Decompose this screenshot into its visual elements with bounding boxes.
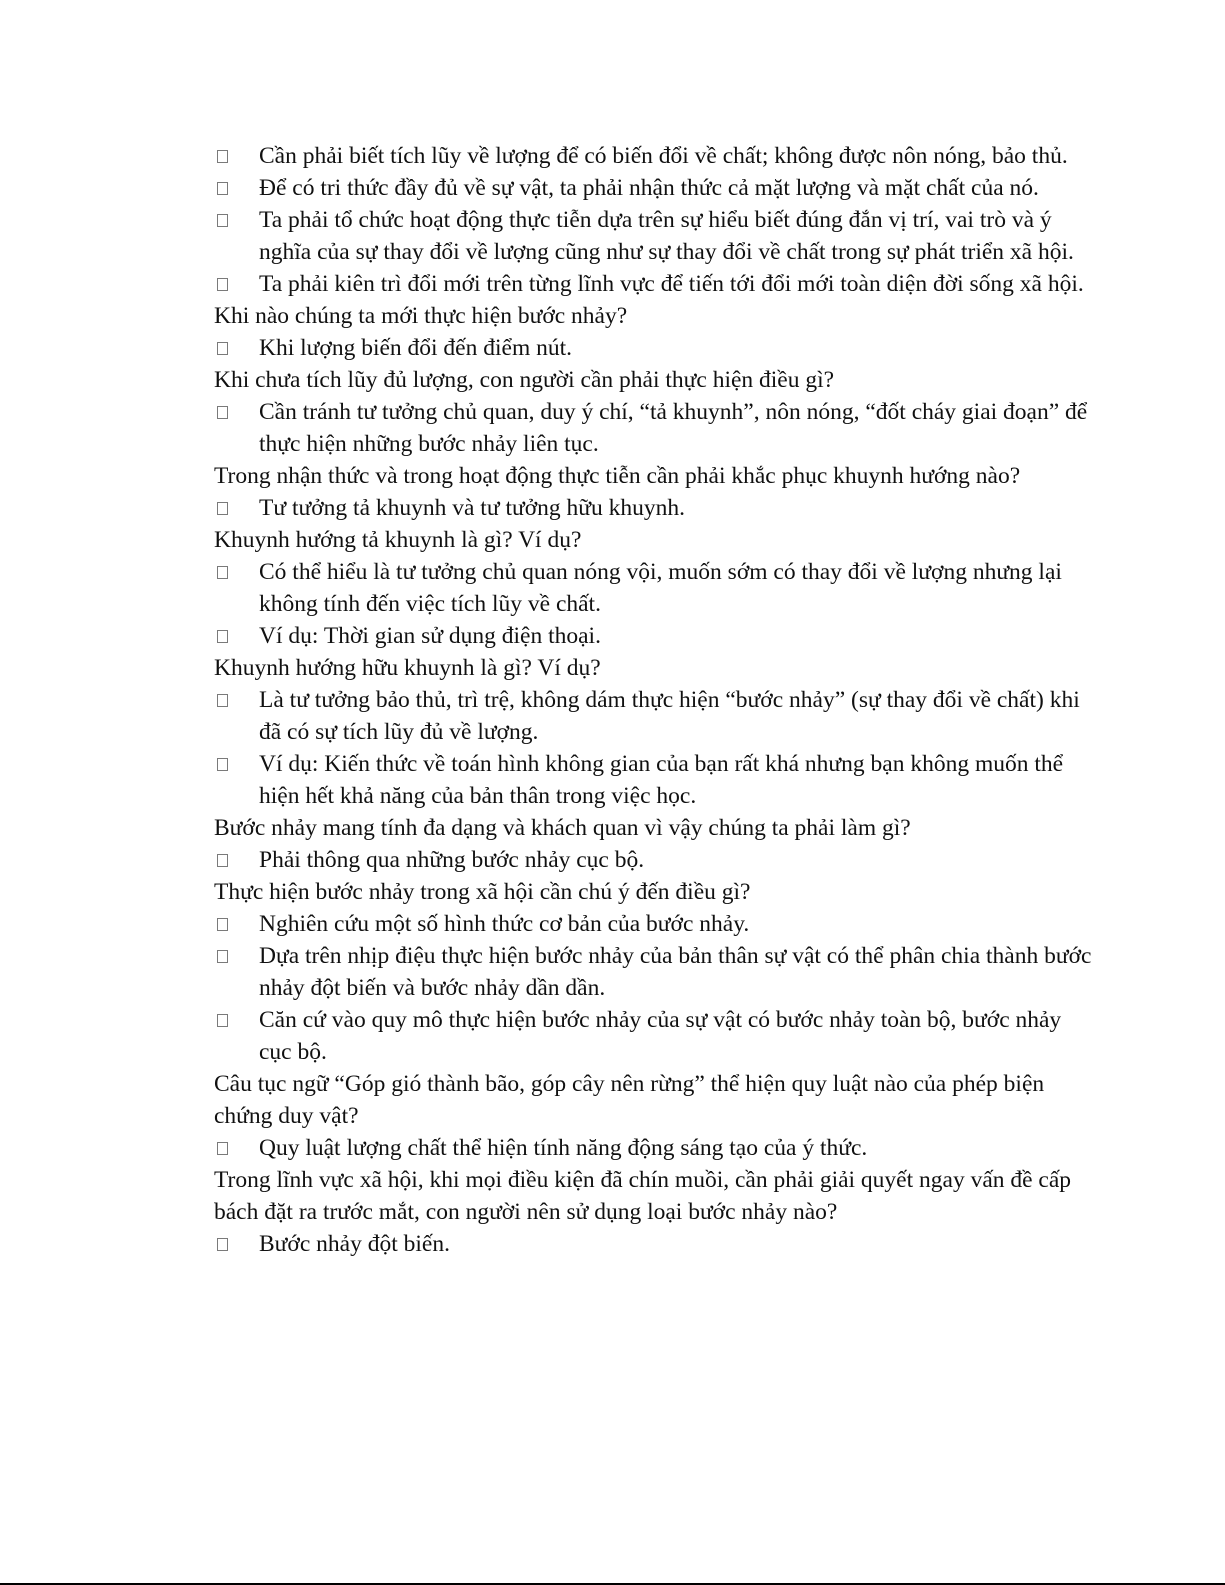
answer-text: Ví dụ: Thời gian sử dụng điện thoại. [259,623,601,649]
answer-item [214,140,1094,172]
answer-text: Căn cứ vào quy mô thực hiện bước nhảy của sự vật có bước nhảy toàn bộ, bước nhảy cục bộ. [259,1007,1062,1065]
checkbox-bullet-icon [217,182,228,195]
answer-item [214,492,1094,524]
answer-text: Quy luật lượng chất thể hiện tính năng động sáng tạo của ý thức. [259,1135,868,1161]
answer-text: Cần phải biết tích lũy về lượng để có biến đổi về chất; không được nôn nóng, bảo thủ. [259,143,1068,169]
checkbox-bullet-icon [217,566,228,579]
checkbox-bullet-icon [217,758,228,771]
checkbox-bullet-icon [217,1142,228,1155]
answer-item [214,908,1094,940]
question-text: Khuynh hướng tả khuynh là gì? Ví dụ? [214,527,582,553]
question-text: Khi chưa tích lũy đủ lượng, con người cần phải thực hiện điều gì? [214,367,835,393]
answer-text: Khi lượng biến đổi đến điểm nút. [259,335,573,361]
checkbox-bullet-icon [217,1238,228,1251]
answer-text: Ta phải kiên trì đổi mới trên từng lĩnh vực để tiến tới đổi mới toàn diện đời sống xã hội. [259,271,1084,297]
answer-item [214,1132,1094,1164]
checkbox-bullet-icon [217,918,228,931]
answer-item [214,268,1094,300]
answer-item [214,332,1094,364]
question-text: Thực hiện bước nhảy trong xã hội cần chú ý đến điều gì? [214,879,751,905]
answer-item [214,620,1094,652]
answer-item [214,204,1094,268]
answer-text: Là tư tưởng bảo thủ, trì trệ, không dám thực hiện “bước nhảy” (sự thay đổi về chất) khi đã có sự tích lũy đủ về lượng. [259,687,1080,745]
question-text: Câu tục ngữ “Góp gió thành bão, góp cây nên rừng” thể hiện quy luật nào của phép biện chứng duy vật? [214,1071,1045,1129]
checkbox-bullet-icon [217,502,228,515]
checkbox-bullet-icon [217,694,228,707]
answer-item [214,940,1094,1004]
checkbox-bullet-icon [217,406,228,419]
checkbox-bullet-icon [217,150,228,163]
answer-text: Ta phải tổ chức hoạt động thực tiễn dựa trên sự hiểu biết đúng đắn vị trí, vai trò và ý nghĩa của sự thay đổi về lượng cũng như sự thay đổi về chất trong sự phát triển xã hội. [259,207,1074,265]
answer-item [214,1004,1094,1068]
answer-item [214,172,1094,204]
question-text: Trong lĩnh vực xã hội, khi mọi điều kiện đã chín muồi, cần phải giải quyết ngay vấn đề cấp bách đặt ra trước mắt, con người nên sử dụng loại bước nhảy nào? [214,1167,1072,1225]
question-text: Khi nào chúng ta mới thực hiện bước nhảy? [214,303,628,329]
answer-text: Để có tri thức đầy đủ về sự vật, ta phải nhận thức cả mặt lượng và mặt chất của nó. [259,175,1039,201]
answer-text: Dựa trên nhịp điệu thực hiện bước nhảy của bản thân sự vật có thể phân chia thành bước nhảy đột biến và bước nhảy dần dần. [259,943,1092,1001]
checkbox-bullet-icon [217,342,228,355]
answer-item [214,396,1094,460]
checkbox-bullet-icon [217,278,228,291]
answer-text: Có thể hiểu là tư tưởng chủ quan nóng vội, muốn sớm có thay đổi về lượng nhưng lại không tính đến việc tích lũy về chất. [259,559,1062,617]
answer-item [214,1228,1094,1260]
answer-item [214,684,1094,748]
answer-text: Ví dụ: Kiến thức về toán hình không gian của bạn rất khá nhưng bạn không muốn thể hiện hết khả năng của bản thân trong việc học. [259,751,1064,809]
checkbox-bullet-icon [217,214,228,227]
answer-text: Tư tưởng tả khuynh và tư tưởng hữu khuynh. [259,495,685,521]
answer-item [214,556,1094,620]
answer-item [214,844,1094,876]
question-text: Trong nhận thức và trong hoạt động thực tiễn cần phải khắc phục khuynh hướng nào? [214,463,1021,489]
answer-text: Nghiên cứu một số hình thức cơ bản của bước nhảy. [259,911,750,937]
answer-text: Cần tránh tư tưởng chủ quan, duy ý chí, “tả khuynh”, nôn nóng, “đốt cháy giai đoạn” để thực hiện những bước nhảy liên tục. [259,399,1088,457]
question-text: Bước nhảy mang tính đa dạng và khách quan vì vậy chúng ta phải làm gì? [214,815,911,841]
checkbox-bullet-icon [217,1014,228,1027]
checkbox-bullet-icon [217,854,228,867]
checkbox-bullet-icon [217,950,228,963]
checkbox-bullet-icon [217,630,228,643]
document-body [214,140,1094,1260]
answer-text: Bước nhảy đột biến. [259,1231,450,1257]
question-text: Khuynh hướng hữu khuynh là gì? Ví dụ? [214,655,601,681]
answer-text: Phải thông qua những bước nhảy cục bộ. [259,847,645,873]
answer-item [214,748,1094,812]
